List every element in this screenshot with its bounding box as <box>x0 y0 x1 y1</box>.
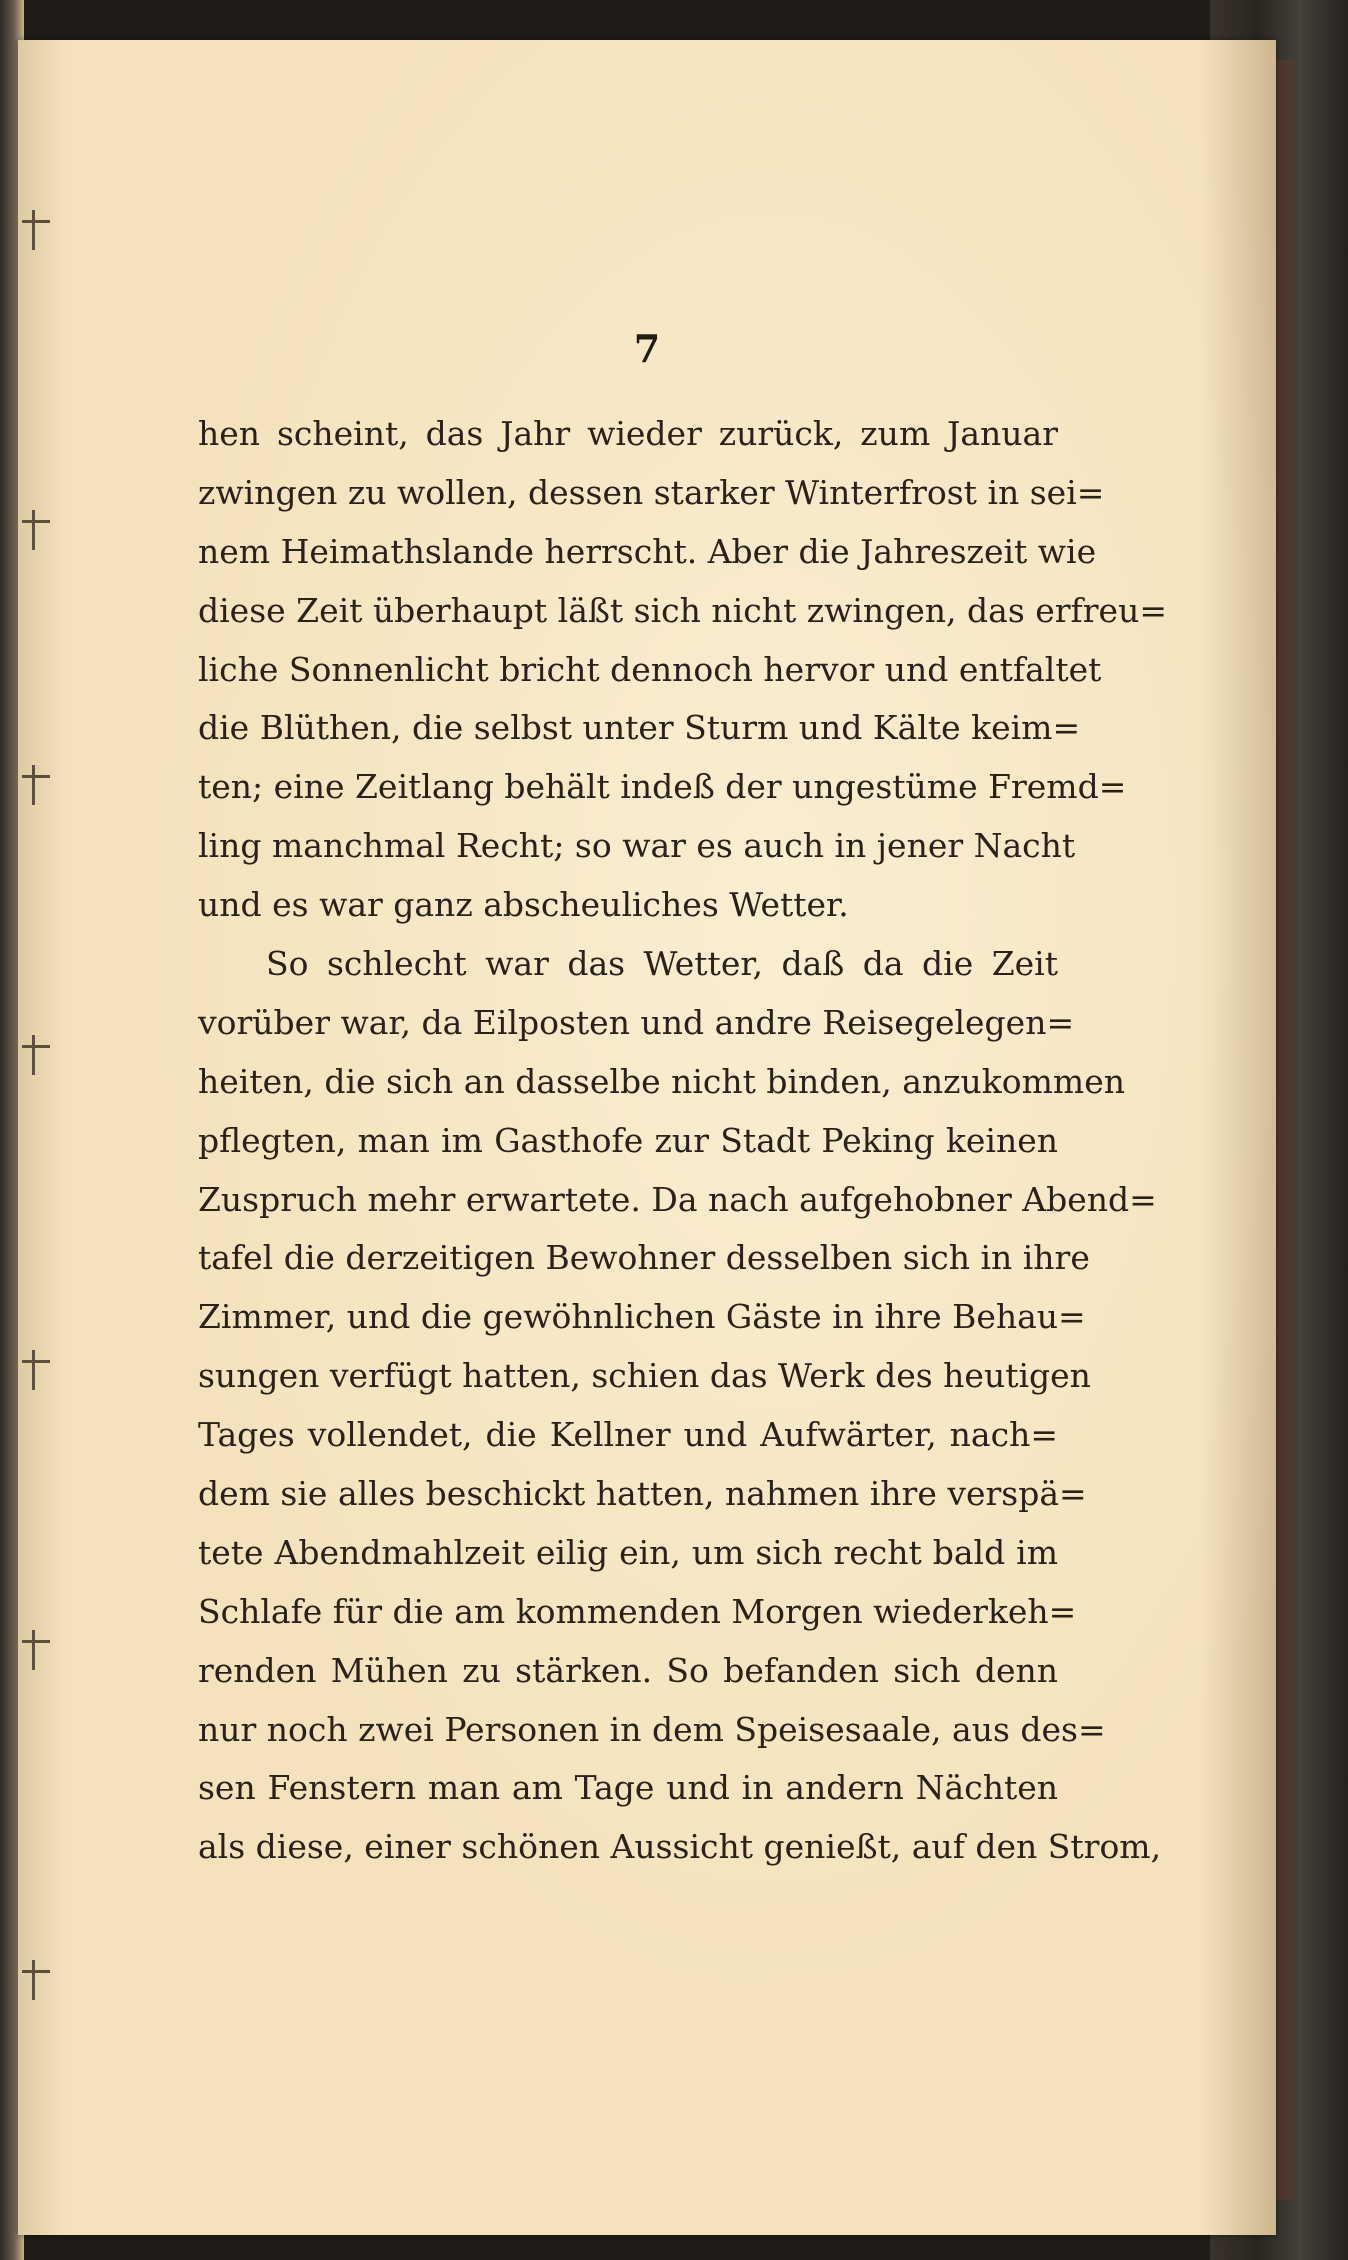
text-line: renden Mühen zu stärken. So befanden sich denn <box>198 1650 1058 1690</box>
cover-spine-edge <box>1275 60 1293 2200</box>
text-line: ten; eine Zeitlang behält indeß der ungestüme Fremd= <box>198 767 1127 807</box>
text-line: hen scheint, das Jahr wieder zurück, zum Januar <box>198 414 1058 453</box>
paragraph-2 <box>198 935 1162 1877</box>
binding-stitch-mark <box>22 1035 52 1075</box>
text-line: als diese, einer schönen Aussicht genießt, auf den Strom, <box>198 1827 1162 1867</box>
text-line: tafel die derzeitigen Bewohner desselben sich in ihre <box>198 1238 1090 1278</box>
text-line: und es war ganz abscheuliches Wetter. <box>198 885 849 925</box>
binding-stitch-mark <box>22 1630 52 1670</box>
text-line: die Blüthen, die selbst unter Sturm und Kälte keim= <box>198 708 1081 748</box>
text-line: heiten, die sich an dasselbe nicht binden, anzukommen <box>198 1061 1125 1101</box>
text-line: Zimmer, und die gewöhnlichen Gäste in ihre Behau= <box>198 1297 1086 1337</box>
text-line: diese Zeit überhaupt läßt sich nicht zwingen, das erfreu= <box>198 590 1167 630</box>
text-line: So schlecht war das Wetter, daß da die Zeit <box>266 944 1058 984</box>
text-line: zwingen zu wollen, dessen starker Winterfrost in sei= <box>198 472 1105 512</box>
text-line: sen Fenstern man am Tage und in andern Nächten <box>198 1768 1058 1808</box>
text-line: dem sie alles beschickt hatten, nahmen ihre verspä= <box>198 1474 1087 1514</box>
text-line: Tages vollendet, die Kellner und Aufwärter, nach= <box>198 1415 1058 1455</box>
text-line: Zuspruch mehr erwartete. Da nach aufgehobner Abend= <box>198 1179 1157 1219</box>
page-number: 7 <box>633 326 661 371</box>
text-line: ling manchmal Recht; so war es auch in jener Nacht <box>198 826 1076 866</box>
text-line: nem Heimathslande herrscht. Aber die Jahreszeit wie <box>198 531 1097 571</box>
book-page <box>18 40 1276 2235</box>
binding-stitch-mark <box>22 210 52 250</box>
text-line: liche Sonnenlicht bricht dennoch hervor und entfaltet <box>198 649 1102 689</box>
text-line: vorüber war, da Eilposten und andre Reisegelegen= <box>198 1002 1075 1042</box>
binding-stitch-mark <box>22 1960 52 2000</box>
binding-stitch-mark <box>22 1350 52 1390</box>
binding-stitch-mark <box>22 765 52 805</box>
paragraph-1 <box>198 405 1167 935</box>
binding-stitch-mark <box>22 510 52 550</box>
text-line: Schlafe für die am kommenden Morgen wiederkeh= <box>198 1591 1077 1631</box>
text-line: nur noch zwei Personen in dem Speisesaale, aus des= <box>198 1709 1106 1749</box>
text-line: pflegten, man im Gasthofe zur Stadt Peking keinen <box>198 1120 1058 1160</box>
text-line: sungen verfügt hatten, schien das Werk des heutigen <box>198 1356 1091 1396</box>
text-line: tete Abendmahlzeit eilig ein, um sich recht bald im <box>198 1532 1058 1572</box>
body-text <box>198 405 1167 1877</box>
